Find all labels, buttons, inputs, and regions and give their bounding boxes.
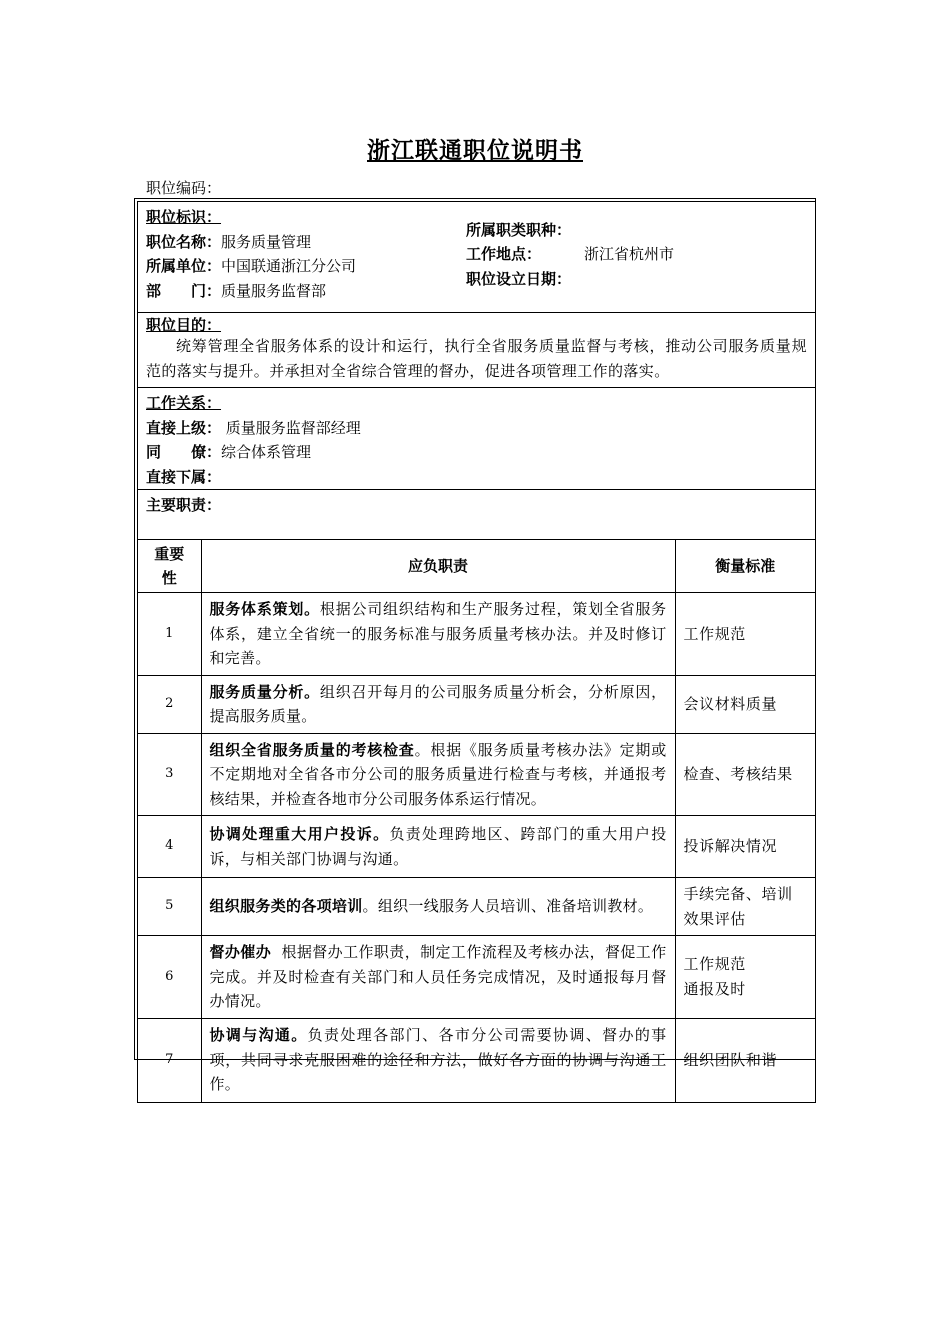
row-measure: 检查、考核结果	[675, 733, 815, 816]
row-duty-title: 组织全省服务质量的考核检查	[209, 740, 415, 759]
row-measure: 组织团队和谐	[675, 1018, 815, 1102]
purpose-text: 统筹管理全省服务体系的设计和运行，执行全省服务质量监督与考核，推动公司服务质量规范的落实与提升。并承担对全省综合管理的督办，促进各项管理工作的落实。	[146, 337, 807, 380]
category-label: 所属职类职种：	[466, 220, 572, 239]
row-num: 1	[138, 593, 201, 676]
row-duty-title: 协调与沟通。	[209, 1026, 308, 1045]
subordinate-label: 直接下属：	[146, 467, 222, 486]
row-measure: 工作规范	[675, 593, 815, 676]
table-row	[138, 593, 815, 676]
duties-table	[138, 540, 815, 1103]
superior-value: 质量服务监督部经理	[225, 418, 361, 437]
location-label: 工作地点：	[466, 245, 542, 263]
job-description-form	[137, 201, 816, 1103]
peer-label: 同 僚：	[146, 443, 222, 461]
row-num: 6	[138, 936, 201, 1019]
date-label: 职位设立日期：	[466, 269, 572, 288]
header-measure: 衡量标准	[675, 540, 815, 593]
table-row	[138, 1018, 815, 1102]
row-duty-title: 服务质量分析。	[209, 682, 320, 701]
row-duty	[201, 675, 675, 733]
relations-heading: 工作关系：	[146, 394, 222, 412]
row-measure: 会议材料质量	[675, 675, 815, 733]
name-label: 职位名称：	[146, 232, 222, 251]
row-num: 2	[138, 675, 201, 733]
row-duty	[201, 878, 675, 936]
header-importance: 重要性	[138, 540, 201, 593]
row-measure: 手续完备、培训效果评估	[675, 878, 815, 936]
identity-section	[138, 202, 815, 313]
row-measure-line2: 通报及时	[683, 979, 746, 998]
row-num: 4	[138, 816, 201, 878]
duties-heading: 主要职责：	[146, 496, 222, 514]
table-row	[138, 936, 815, 1019]
row-duty	[201, 1018, 675, 1102]
row-measure-line1: 工作规范	[683, 955, 746, 974]
row-num: 3	[138, 733, 201, 816]
dept-label: 部 门：	[146, 281, 222, 300]
row-duty-text: 。根据《服务质量考核办法》定期或不定期地对全省各市分公司的服务质量进行检查与考核，并通报考核结果，并检查各地市分公司服务体系运行情况。	[209, 740, 667, 808]
purpose-heading: 职位目的：	[146, 316, 222, 334]
row-duty-title: 服务体系策划。	[209, 600, 320, 618]
peer-value: 综合体系管理	[221, 443, 312, 461]
location-value: 浙江省杭州市	[584, 245, 675, 263]
position-code-label: 职位编码：	[146, 179, 222, 197]
unit-label: 所属单位：	[146, 257, 222, 275]
row-duty-title: 组织服务类的各项培训	[209, 897, 363, 916]
name-value: 服务质量管理	[221, 232, 312, 251]
row-measure	[675, 936, 815, 1019]
duties-header-row	[138, 540, 815, 593]
unit-value: 中国联通浙江分公司	[221, 257, 357, 275]
header-duty: 应负职责	[201, 540, 675, 593]
page-title: 浙江联通职位说明书	[367, 137, 583, 164]
row-num: 7	[138, 1018, 201, 1102]
row-measure: 投诉解决情况	[675, 816, 815, 878]
superior-label: 直接上级：	[146, 418, 222, 437]
row-duty-text: 负责处理跨地区、跨部门的重大用户投诉，与相关部门协调与沟通。	[209, 825, 667, 868]
row-duty-text: 负责处理各部门、各市分公司需要协调、督办的事项，共同寻求克服困难的途径和方法，做好各方面的协调与沟通工作。	[209, 1026, 667, 1094]
row-duty-text: 根据公司组织结构和生产服务过程，策划全省服务体系，建立全省统一的服务标准与服务质量考核办法。并及时修订和完善。	[209, 600, 667, 667]
table-row	[138, 878, 815, 936]
row-duty-text: 组织召开每月的公司服务质量分析会，分析原因，提高服务质量。	[209, 682, 667, 725]
table-row	[138, 816, 815, 878]
table-row	[138, 675, 815, 733]
dept-value: 质量服务监督部	[221, 281, 327, 300]
relations-section	[138, 388, 815, 490]
purpose-section	[138, 313, 815, 388]
row-duty-title: 督办催办	[209, 943, 272, 961]
row-duty	[201, 593, 675, 676]
row-duty	[201, 816, 675, 878]
row-duty	[201, 936, 675, 1019]
row-duty-title: 协调处理重大用户投诉。	[209, 825, 390, 843]
identity-heading: 职位标识：	[146, 208, 222, 226]
row-num: 5	[138, 878, 201, 936]
row-duty-text: 。组织一线服务人员培训、准备培训教材。	[362, 897, 654, 916]
row-duty-text: 根据督办工作职责，制定工作流程及考核办法，督促工作完成。并及时检查有关部门和人员任务完成情况，及时通报每月督办情况。	[209, 943, 667, 1010]
table-row	[138, 733, 815, 816]
duties-heading-section	[138, 490, 815, 540]
row-duty	[201, 733, 675, 816]
